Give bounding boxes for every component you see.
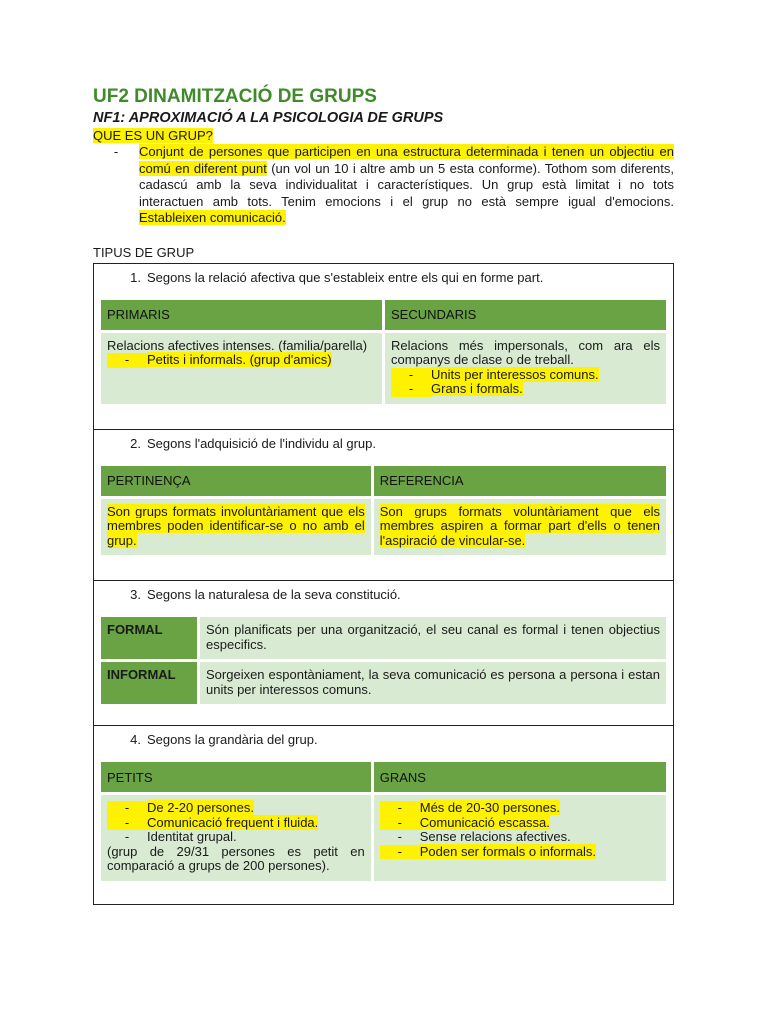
question-heading bbox=[93, 128, 674, 143]
list-item bbox=[107, 353, 376, 368]
list-item bbox=[107, 830, 365, 845]
primary-secondary-table bbox=[98, 297, 669, 407]
section-number: 3. bbox=[130, 587, 141, 602]
cell-referencia bbox=[374, 499, 666, 556]
section-heading bbox=[101, 732, 666, 748]
list-item bbox=[380, 845, 660, 860]
bullet-dash: - bbox=[107, 801, 147, 816]
small-large-table bbox=[98, 759, 669, 884]
cell-text: Relacions afectives intenses. (familia/parella) bbox=[107, 337, 368, 353]
table-header-pertinenca: PERTINENÇA bbox=[101, 466, 371, 496]
intro-normal-text: (un vol un 10 i altre amb un 5 esta conforme). Tothom som diferents, cadascú amb la seva individualitat i característiques. Un grup està limitat i no tots interactuen amb tots. Tenim emocions i el grup no està sempre igual d'emocions. bbox=[139, 160, 675, 209]
bullet-dash: - bbox=[107, 816, 147, 831]
list-item-text: Comunicació escassa. bbox=[419, 814, 550, 830]
cell-secundaris bbox=[385, 333, 666, 404]
table-header-grans: GRANS bbox=[374, 762, 666, 792]
cell-note: (grup de 29/31 persones es petit en comparació a grups de 200 persones). bbox=[107, 843, 365, 873]
list-item bbox=[391, 382, 660, 397]
cell-text: Son grups formats voluntàriament que els membres aspiren a formar part d'ells o tenen l'aspiració de vincular-se. bbox=[379, 503, 660, 548]
bullet-dash: - bbox=[380, 845, 420, 860]
row-text-formal: Són planificats per una organització, el seu canal es formal i tenen objectius especifics. bbox=[200, 617, 666, 659]
document-page bbox=[93, 86, 674, 905]
table-header-petits: PETITS bbox=[101, 762, 371, 792]
section-heading bbox=[101, 270, 666, 286]
cell-primaris bbox=[101, 333, 382, 404]
section-constitution bbox=[94, 581, 673, 726]
bullet-dash: - bbox=[380, 801, 420, 816]
list-item bbox=[380, 830, 660, 845]
section-heading bbox=[101, 587, 666, 603]
group-types-box bbox=[93, 263, 674, 905]
cell-text: Relacions més impersonals, com ara els companys de clase o de treball. bbox=[391, 337, 660, 367]
intro-text bbox=[139, 144, 674, 227]
bullet-dash: - bbox=[391, 382, 431, 397]
section-heading-text: Segons la grandària del grup. bbox=[147, 732, 318, 747]
section-heading-text: Segons la naturalesa de la seva constitució. bbox=[147, 587, 401, 602]
list-item bbox=[380, 816, 660, 831]
bullet-dash: - bbox=[124, 829, 130, 844]
list-item bbox=[380, 801, 660, 816]
table-header-referencia: REFERENCIA bbox=[374, 466, 666, 496]
section-size bbox=[94, 726, 673, 904]
cell-text: Son grups formats involuntàriament que els membres poden identificar-se o no amb el grup. bbox=[107, 503, 365, 548]
section-number: 4. bbox=[130, 732, 141, 747]
section-acquisition bbox=[94, 430, 673, 582]
table-header-secundaris: SECUNDARIS bbox=[385, 300, 666, 330]
list-item-text: Identitat grupal. bbox=[147, 829, 237, 844]
document-title: UF2 DINAMITZACIÓ DE GRUPS bbox=[93, 86, 377, 107]
section-affective-relation bbox=[94, 264, 673, 430]
cell-petits bbox=[101, 795, 371, 881]
cell-grans bbox=[374, 795, 666, 881]
list-item-text: Petits i informals. (grup d'amics) bbox=[147, 352, 332, 367]
bullet-dash: - bbox=[391, 368, 431, 383]
list-item-text: Comunicació frequent i fluida. bbox=[147, 814, 319, 830]
list-item bbox=[107, 801, 365, 816]
intro-highlight-2: Estableixen comunicació. bbox=[139, 210, 286, 225]
section-heading-text: Segons l'adquisició de l'individu al grup. bbox=[147, 435, 376, 451]
section-number: 2. bbox=[130, 435, 141, 451]
bullet-dash: - bbox=[107, 353, 147, 368]
row-label-informal: INFORMAL bbox=[101, 662, 197, 704]
list-item bbox=[107, 816, 365, 831]
section-heading bbox=[101, 436, 666, 452]
list-item-text: Units per interessos comuns. bbox=[431, 366, 599, 382]
row-label-formal: FORMAL bbox=[101, 617, 197, 659]
section-number: 1. bbox=[130, 269, 141, 285]
intro-highlight-1: Conjunt de persones que participen en una estructura determinada i tenen un objectiu en comú en diferent punt bbox=[139, 144, 674, 176]
table-header-primaris: PRIMARIS bbox=[101, 300, 382, 330]
intro-paragraph bbox=[93, 144, 674, 227]
pertinence-reference-table bbox=[98, 463, 669, 559]
list-item-text: Sense relacions afectives. bbox=[419, 829, 571, 844]
bullet-dash: - bbox=[380, 816, 420, 831]
row-text-informal: Sorgeixen espontàniament, la seva comunicació es persona a persona i estan units per interessos comuns. bbox=[200, 662, 666, 704]
list-item bbox=[391, 368, 660, 383]
list-item-text: Més de 20-30 persones. bbox=[419, 800, 560, 815]
list-item-text: Grans i formals. bbox=[431, 381, 523, 396]
formal-informal-table bbox=[98, 614, 669, 707]
list-item-text: De 2-20 persones. bbox=[147, 800, 254, 815]
cell-pertinenca bbox=[101, 499, 371, 556]
group-types-label: TIPUS DE GRUP bbox=[93, 244, 195, 260]
list-item-text: Poden ser formals o informals. bbox=[419, 843, 597, 859]
bullet-dash: - bbox=[113, 144, 119, 159]
document-subtitle: NF1: APROXIMACIÓ A LA PSICOLOGIA DE GRUPS bbox=[93, 110, 444, 126]
question-text: QUE ES UN GRUP? bbox=[93, 128, 213, 143]
bullet-dash: - bbox=[397, 829, 402, 844]
section-heading-text: Segons la relació afectiva que s'estableix entre els qui en forme part. bbox=[147, 269, 544, 285]
